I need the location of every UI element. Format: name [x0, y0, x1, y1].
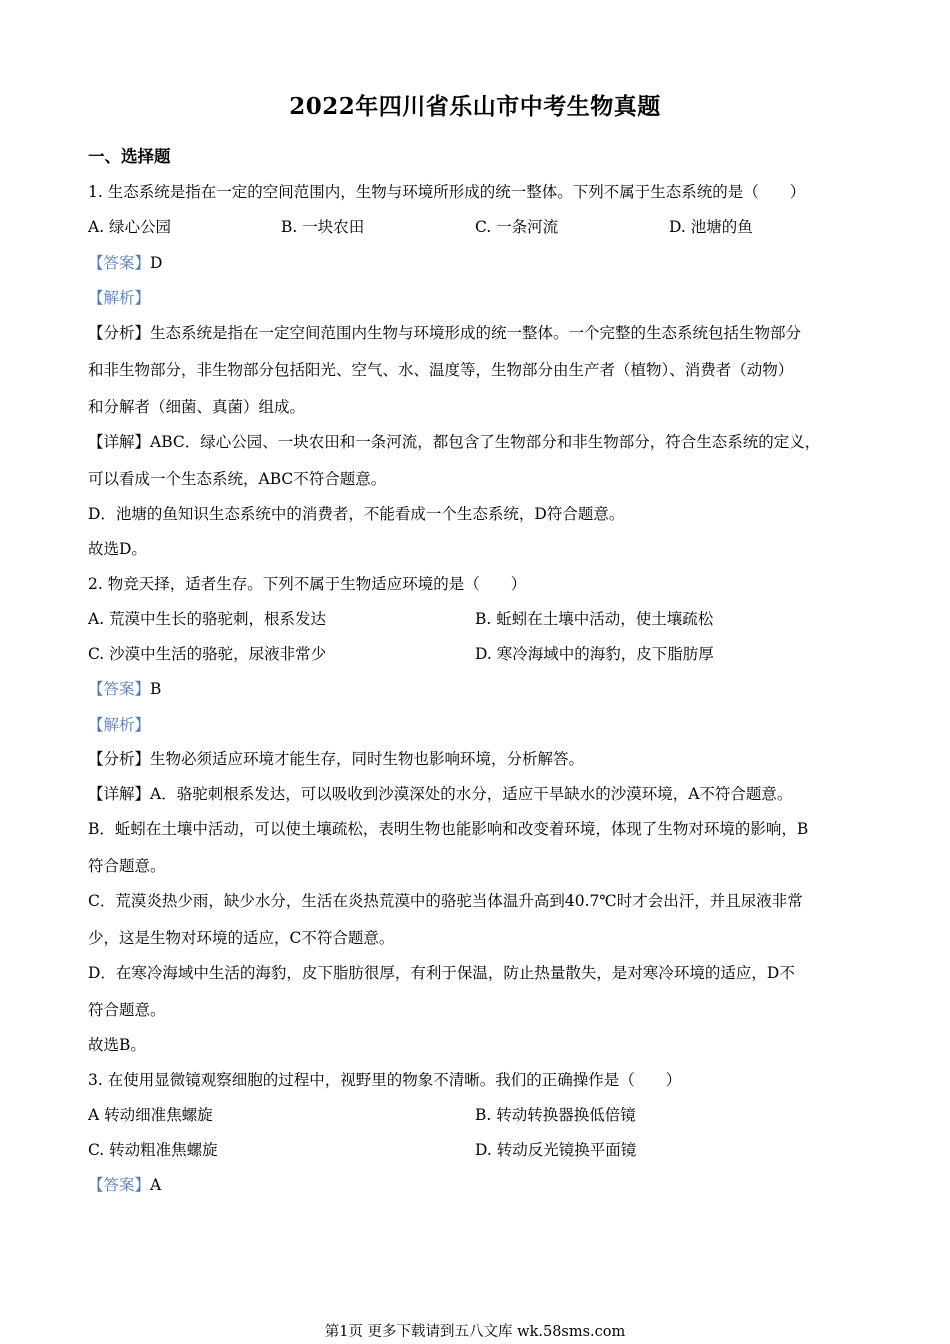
answer-tag: 【答案】 [88, 1176, 151, 1194]
question-1-stem: 1. 生态系统是指在一定的空间范围内，生物与环境所形成的统一整体。下列不属于生态系统的是（ ） [88, 183, 806, 201]
fenxi-text: 生物必须适应环境才能生存，同时生物也影响环境，分析解答。 [150, 750, 585, 768]
q1-analysis-tag: 【解析】 [88, 289, 151, 307]
fenxi-tag: 【分析】 [88, 324, 151, 342]
answer-value: A [150, 1176, 162, 1194]
q1-fenxi-line-3: 和分解者（细菌、真菌）组成。 [88, 398, 306, 416]
q3-option-c: C. 转动粗准焦螺旋 [88, 1141, 218, 1159]
fenxi-tag: 【分析】 [88, 750, 151, 768]
q2-option-d: D. 寒冷海域中的海豹，皮下脂肪厚 [475, 645, 714, 663]
q3-option-b: B. 转动转换器换低倍镜 [475, 1106, 636, 1124]
q3-answer [88, 1174, 878, 1196]
q1-option-a: A. 绿心公园 [88, 218, 172, 236]
q2-option-b: B. 蚯蚓在土壤中活动，使土壤疏松 [475, 610, 714, 628]
q2-analysis-tag: 【解析】 [88, 716, 151, 734]
fenxi-text: 生态系统是指在一定空间范围内生物与环境形成的统一整体。一个完整的生态系统包括生物部分 [150, 324, 802, 342]
q3-option-a: A 转动细准焦螺旋 [88, 1106, 213, 1124]
q2-xiangjie-line-5: 少，这是生物对环境的适应，C不符合题意。 [88, 929, 395, 947]
section-heading: 一、选择题 [88, 147, 171, 166]
q1-fenxi-line-1 [88, 322, 878, 344]
q1-option-d: D. 池塘的鱼 [669, 218, 753, 236]
q2-fenxi [88, 748, 878, 770]
answer-tag: 【答案】 [88, 254, 151, 272]
xiangjie-tag: 【详解】 [88, 433, 151, 451]
q2-xiangjie-line-3: 符合题意。 [88, 857, 166, 875]
answer-tag: 【答案】 [88, 680, 151, 698]
question-3-stem: 3. 在使用显微镜观察细胞的过程中，视野里的物象不清晰。我们的正确操作是（ ） [88, 1071, 682, 1089]
q2-answer [88, 678, 878, 700]
q3-option-d: D. 转动反光镜换平面镜 [475, 1141, 637, 1159]
q1-answer [88, 252, 878, 274]
q2-xiangjie-line-7: 符合题意。 [88, 1001, 166, 1019]
answer-value: B [150, 680, 162, 698]
q2-xiangjie-line-4: C．荒漠炎热少雨，缺少水分，生活在炎热荒漠中的骆驼当体温升高到40.7℃时才会出汗，并且尿液非常 [88, 892, 803, 910]
q2-xiangjie-line-1 [88, 783, 878, 805]
q2-option-c: C. 沙漠中生活的骆驼，尿液非常少 [88, 645, 327, 663]
q2-xiangjie-line-6: D．在寒冷海域中生活的海豹，皮下脂肪很厚，有利于保温，防止热量散失，是对寒冷环境的适应，D不 [88, 964, 795, 982]
q2-conclusion: 故选B。 [88, 1036, 146, 1054]
xiangjie-tag: 【详解】 [88, 785, 151, 803]
xiangjie-text: ABC．绿心公园、一块农田和一条河流，都包含了生物部分和非生物部分，符合生态系统的定义， [150, 433, 821, 451]
q1-xiangjie-line-2: 可以看成一个生态系统，ABC不符合题意。 [88, 470, 387, 488]
q2-option-a: A. 荒漠中生长的骆驼刺，根系发达 [88, 610, 327, 628]
q2-xiangjie-line-2: B．蚯蚓在土壤中活动，可以使土壤疏松，表明生物也能影响和改变着环境，体现了生物对环境的影响，B [88, 820, 809, 838]
q1-xiangjie-line-1 [88, 431, 878, 453]
page-title: 2022年四川省乐山市中考生物真题 [289, 93, 661, 120]
q1-xiangjie-line-3: D．池塘的鱼知识生态系统中的消费者，不能看成一个生态系统，D符合题意。 [88, 505, 625, 523]
xiangjie-text: A．骆驼刺根系发达，可以吸收到沙漠深处的水分，适应干旱缺水的沙漠环境，A不符合题意。 [150, 785, 793, 803]
page-footer: 第1页 更多下载请到五八文库 wk.58sms.com [324, 1324, 626, 1340]
answer-value: D [150, 254, 163, 272]
q1-option-c: C. 一条河流 [475, 218, 559, 236]
q1-fenxi-line-2: 和非生物部分，非生物部分包括阳光、空气、水、温度等，生物部分由生产者（植物）、消费者（动物） [88, 361, 794, 379]
question-2-stem: 2. 物竞天择，适者生存。下列不属于生物适应环境的是（ ） [88, 575, 527, 593]
q1-conclusion: 故选D。 [88, 540, 147, 558]
q1-option-b: B. 一块农田 [281, 218, 365, 236]
